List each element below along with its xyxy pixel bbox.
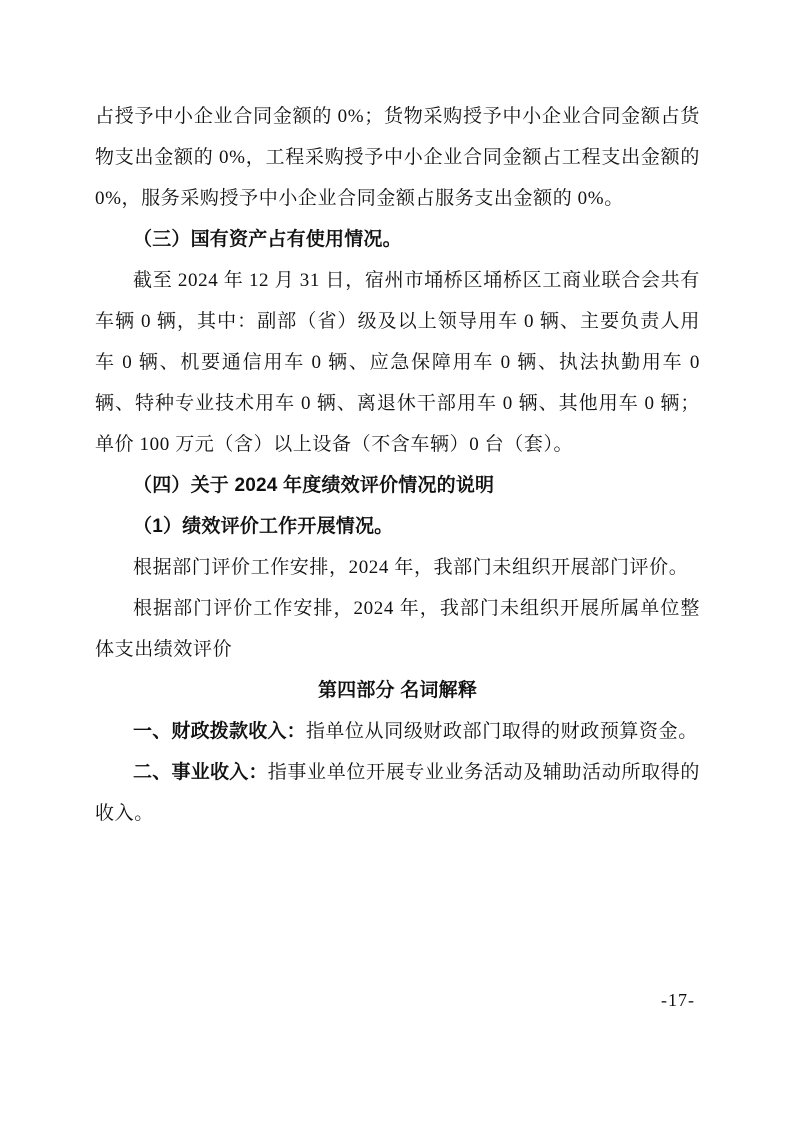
text-run: 第四部分 名词解释 — [317, 680, 478, 701]
paragraph — [95, 711, 700, 752]
text-run: 根据部门评价工作安排，2024 年，我部门未组织开展部门评价。 — [133, 557, 689, 578]
text-run: （三）国有资产占有使用情况。 — [133, 229, 402, 250]
document-body — [95, 96, 700, 834]
section-heading — [95, 670, 700, 711]
text-run: 截至 2024 年 12 月 31 日，宿州市埇桥区埇桥区工商业联合会共有车辆 0 辆，其中：副部（省）级及以上领导用车 0 辆、主要负责人用车 0 辆、机要通信用车 0 辆、应急保障用车 0 辆、执法执勤用车 0 辆、特种专业技术用车 0 辆、离退休干部用车 0 辆、其他用车 0 辆；单价 100 万元（含）以上设备（不含车辆）0 台（套）。 — [95, 270, 700, 455]
text-run: 根据部门评价工作安排，2024 年，我部门未组织开展所属单位整体支出绩效评价 — [95, 598, 700, 660]
paragraph — [95, 588, 700, 670]
text-run: 指单位从同级财政部门取得的财政预算资金。 — [305, 721, 698, 742]
text-run: 占授予中小企业合同金额的 0%；货物采购授予中小企业合同金额占货物支出金额的 0%，工程采购授予中小企业合同金额占工程支出金额的 0%，服务采购授予中小企业合同金额占服务支出金额的 0%。 — [95, 106, 700, 209]
paragraph — [95, 752, 700, 834]
text-run: 二、事业收入： — [133, 762, 268, 783]
text-run: 指事业单位开展专业业务活动及辅助活动所取得的收入。 — [95, 762, 700, 824]
paragraph — [95, 465, 700, 506]
paragraph — [95, 260, 700, 465]
paragraph — [95, 547, 700, 588]
text-run: （1）绩效评价工作开展情况。 — [133, 516, 394, 537]
paragraph — [95, 96, 700, 219]
page-number: -17- — [661, 990, 695, 1010]
text-run: （四）关于 2024 年度绩效评价情况的说明 — [133, 475, 495, 496]
paragraph — [95, 506, 700, 547]
paragraph — [95, 219, 700, 260]
text-run: 一、财政拨款收入： — [133, 721, 306, 742]
